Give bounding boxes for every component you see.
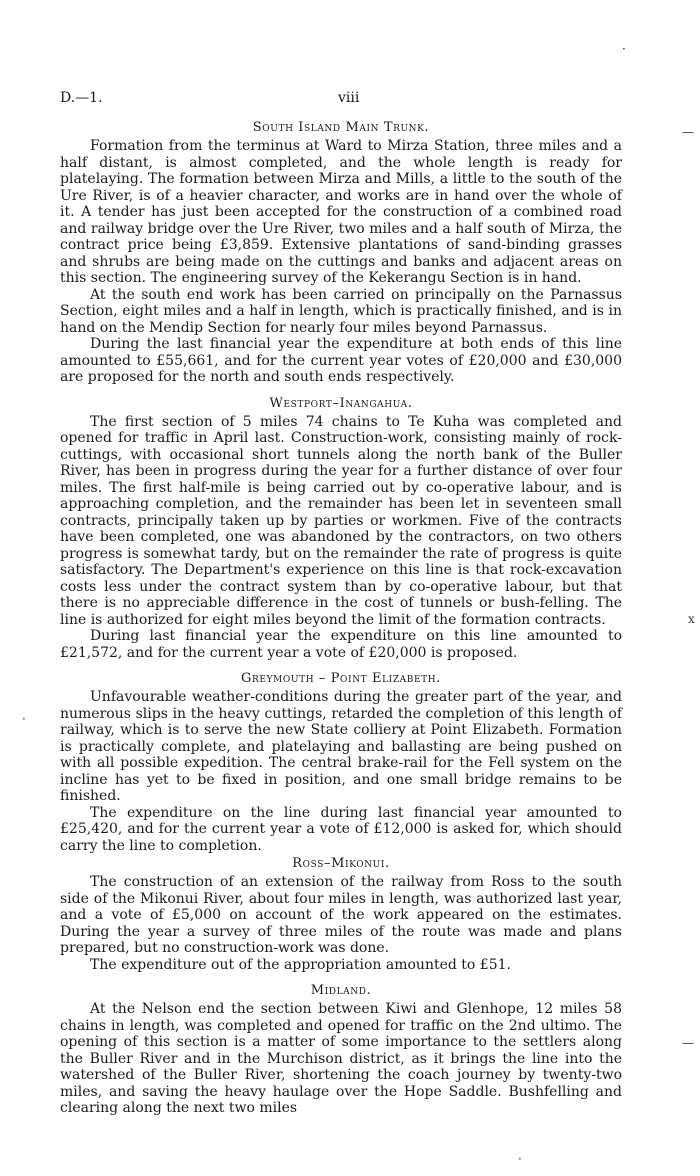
document-reference: D.—1. xyxy=(60,90,103,106)
section-title: South Island Main Trunk. xyxy=(252,120,430,135)
paragraph: Formation from the terminus at Ward to Mirza Station, three miles and a half distant, is almost completed, and the whole length is ready for platelaying. The formation between Mirza and Mills, a little to the south of the Ure River, is of a heavier character, and works are in hand over the whole of it. A tender has just been accepted for the construction of a combined road and railway bridge over the Ure River, two miles and a half south of Mirza, the contract price being £3,859. Extensive plantations of sand-binding grasses and shrubs are being made on the cuttings and banks and adjacent areas on this section. The engineering survey of the Kekerangu Section is in hand. xyxy=(60,138,622,286)
margin-mark: · xyxy=(622,42,626,56)
paragraph: Unfavourable weather-conditions during the greater part of the year, and numerous slips in the heavy cuttings, retarded the completion of this length of railway, which is to serve the new State colliery at Point Elizabeth. Formation is practically complete, and platelaying and ballasting are being pushed on with all possible expedition. The central brake-rail for the Fell system on the incline has yet to be fixed in position, and one small bridge remains to be finished. xyxy=(60,689,622,804)
paragraph: At the Nelson end the section between Kiwi and Glenhope, 12 miles 58 chains in length, was completed and opened for traffic on the 2nd ultimo. The opening of this section is a matter of some importance to the settlers along the Buller River and in the Murchison district, as it brings the line into the watershed of the Buller River, shortening the coach journey by twenty-two miles, and saving the heavy haulage over the Hope Saddle. Bushfelling and clearing along the next two miles xyxy=(60,1001,622,1116)
section-title: Ross–Mikonui. xyxy=(292,856,390,871)
margin-mark: — xyxy=(682,125,694,139)
paragraph: The expenditure on the line during last financial year amounted to £25,420, and for the current year a vote of £12,000 is asked for, which should carry the line to completion. xyxy=(60,804,622,854)
margin-mark: — xyxy=(682,1036,694,1050)
paragraph: At the south end work has been carried on principally on the Parnassus Section, eight miles and a half in length, which is practically finished, and is in hand on the Mendip Section for nearly four miles beyond Parnassus. xyxy=(60,286,622,336)
paragraph: During the last financial year the expenditure at both ends of this line amounted to £55,661, and for the current year votes of £20,000 and £30,000 are proposed for the north and south ends respectively. xyxy=(60,336,622,385)
page-body xyxy=(60,118,622,1117)
paragraph: The expenditure out of the appropriation amounted to £51. xyxy=(90,956,511,973)
margin-mark: · xyxy=(22,712,26,726)
paragraph: The first section of 5 miles 74 chains to Te Kuha was completed and opened for traffic in April last. Construction-work, consisting mainly of rock-cuttings, with occasional short tunnels along the north bank of the Buller River, has been in progress during the year for a further distance of over four miles. The first half-mile is being carried out by co-operative labour, and is approaching completion, and the remainder has been let in seventeen small contracts, principally taken up by parties or workmen. Five of the contracts have been completed, one was abandoned by the contractors, on two others progress is somewhat tardy, but on the remainder the rate of progress is quite satisfactory. The Department's experience on this line is that rock-excavation costs less under the contract system than by co-operative labour, but that there is no appreciable difference in the cost of tunnels or bush-felling. The line is authorized for eight miles beyond the limit of the formation contracts. xyxy=(60,413,622,628)
section-midland xyxy=(60,981,622,1117)
margin-mark: x xyxy=(688,612,695,626)
section-south-island-main-trunk xyxy=(60,118,622,386)
page-header xyxy=(60,90,620,110)
page-number: viii xyxy=(338,90,360,106)
section-title: Westport–Inangahua. xyxy=(269,395,413,411)
section-greymouth-point-elizabeth xyxy=(60,669,622,854)
section-title: Greymouth – Point Elizabeth. xyxy=(241,671,441,686)
section-title: Midland. xyxy=(310,983,372,998)
paragraph: During last financial year the expenditure on this line amounted to £21,572, and for the current year a vote of £20,000 is proposed. xyxy=(60,628,622,661)
margin-mark: · xyxy=(518,1152,522,1166)
paragraph: The construction of an extension of the railway from Ross to the south side of the Mikonui River, about four miles in length, was authorized last year, and a vote of £5,000 on account of the work appeared on the estimates. During the year a survey of three miles of the route was made and plans prepared, but no construction-work was done. xyxy=(60,874,622,956)
section-westport-inangahua xyxy=(60,394,622,662)
section-ross-mikonui xyxy=(60,854,622,973)
